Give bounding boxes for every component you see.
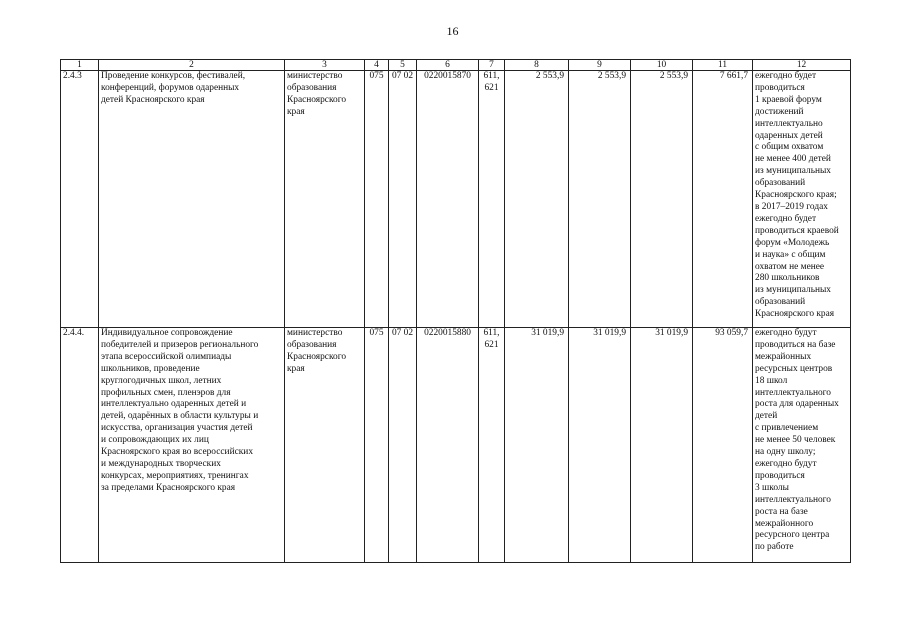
table-row bbox=[61, 71, 851, 328]
text-line: и международных творческих bbox=[101, 458, 221, 469]
text-line: за пределами Красноярского края bbox=[101, 482, 236, 493]
text-line: роста для одаренных bbox=[755, 399, 839, 410]
year2-amount: 31 019,9 bbox=[569, 328, 631, 563]
text-line: ресурсных центров bbox=[755, 363, 833, 374]
header-cell-6: 6 bbox=[417, 60, 479, 71]
year1-amount: 31 019,9 bbox=[505, 328, 569, 563]
header-cell-2: 2 bbox=[99, 60, 285, 71]
text-line: 1 краевой форум bbox=[755, 94, 822, 105]
section-code: 07 02 bbox=[389, 328, 417, 563]
text-line: искусства, организация участия детей bbox=[101, 423, 253, 434]
text-line: межрайонного bbox=[755, 518, 814, 529]
program-table bbox=[60, 59, 851, 563]
text-line: этапа всероссийской олимпиады bbox=[101, 351, 232, 362]
text-line: по работе bbox=[755, 542, 794, 553]
text-line: форум «Молодежь bbox=[755, 237, 830, 248]
text-line: Красноярского края bbox=[755, 309, 835, 320]
text-line: на одну школу; bbox=[755, 447, 816, 458]
text-line: образования bbox=[287, 339, 337, 350]
text-line: 621 bbox=[484, 339, 499, 350]
grbs-code: 075 bbox=[365, 71, 389, 328]
text-line: ежегодно будет bbox=[755, 71, 817, 81]
text-line: и сопровождающих их лиц bbox=[101, 435, 209, 446]
text-line: в 2017–2019 годах bbox=[755, 201, 828, 212]
text-line: и наука» с общим bbox=[755, 249, 826, 260]
text-line: 611, bbox=[483, 328, 500, 338]
header-cell-12: 12 bbox=[753, 60, 851, 71]
text-line: Красноярского bbox=[287, 351, 347, 362]
expected-result bbox=[753, 71, 851, 328]
text-line: интеллектуально bbox=[755, 118, 823, 129]
text-line: детей, одарённых в области культуры и bbox=[101, 411, 259, 422]
expected-result bbox=[753, 328, 851, 563]
text-line: министерство bbox=[287, 71, 343, 81]
text-line: из муниципальных bbox=[755, 285, 831, 296]
section-code: 07 02 bbox=[389, 71, 417, 328]
text-line: образования bbox=[287, 82, 337, 93]
text-line: ежегодно будут bbox=[755, 458, 817, 469]
item-number: 2.4.3 bbox=[61, 71, 99, 328]
text-line: 3 школы bbox=[755, 482, 789, 493]
text-line: интеллектуально одаренных детей и bbox=[101, 399, 247, 410]
text-line: 611, bbox=[483, 71, 500, 81]
year2-amount: 2 553,9 bbox=[569, 71, 631, 328]
activity-name bbox=[99, 328, 285, 563]
header-row bbox=[61, 60, 851, 71]
text-line: не менее 50 человек bbox=[755, 435, 836, 446]
text-line: школьников, проведение bbox=[101, 363, 200, 374]
text-line: межрайонных bbox=[755, 351, 812, 362]
header-cell-9: 9 bbox=[569, 60, 631, 71]
text-line: интеллектуального bbox=[755, 494, 831, 505]
text-line: не менее 400 детей bbox=[755, 154, 831, 165]
header-cell-7: 7 bbox=[479, 60, 505, 71]
text-line: проводиться на базе bbox=[755, 339, 836, 350]
text-line: проводиться краевой bbox=[755, 225, 839, 236]
header-cell-10: 10 bbox=[631, 60, 693, 71]
page-number: 16 bbox=[446, 24, 459, 38]
text-line: Красноярского края; bbox=[755, 190, 837, 201]
responsible-ministry bbox=[285, 328, 365, 563]
expense-type-code bbox=[479, 328, 505, 563]
text-line: конференций, форумов одаренных bbox=[101, 82, 240, 93]
text-line: одаренных детей bbox=[755, 130, 823, 141]
text-line: края bbox=[287, 363, 305, 374]
text-line: ресурсного центра bbox=[755, 530, 830, 541]
year3-amount: 2 553,9 bbox=[631, 71, 693, 328]
total-amount: 7 661,7 bbox=[693, 71, 753, 328]
text-line: детей Красноярского края bbox=[101, 94, 205, 105]
text-line: 621 bbox=[484, 82, 499, 93]
expense-type-code bbox=[479, 71, 505, 328]
year1-amount: 2 553,9 bbox=[505, 71, 569, 328]
total-amount: 93 059,7 bbox=[693, 328, 753, 563]
text-line: роста на базе bbox=[755, 506, 808, 517]
target-article-code: 0220015870 bbox=[417, 71, 479, 328]
text-line: круглогодичных школ, летних bbox=[101, 375, 222, 386]
text-line: Красноярского края во всероссийских bbox=[101, 447, 254, 458]
header-cell-8: 8 bbox=[505, 60, 569, 71]
table-row bbox=[61, 328, 851, 563]
header-cell-5: 5 bbox=[389, 60, 417, 71]
responsible-ministry bbox=[285, 71, 365, 328]
text-line: достижений bbox=[755, 106, 804, 117]
grbs-code: 075 bbox=[365, 328, 389, 563]
header-cell-4: 4 bbox=[365, 60, 389, 71]
text-line: проводиться bbox=[755, 470, 805, 481]
text-line: министерство bbox=[287, 328, 343, 338]
text-line: образований bbox=[755, 178, 806, 189]
text-line: 280 школьников bbox=[755, 273, 820, 284]
text-line: края bbox=[287, 106, 305, 117]
target-article-code: 0220015880 bbox=[417, 328, 479, 563]
text-line: интеллектуального bbox=[755, 387, 831, 398]
text-line: конкурсах, мероприятиях, тренингах bbox=[101, 470, 249, 481]
text-line: охватом не менее bbox=[755, 261, 825, 272]
text-line: проводиться bbox=[755, 82, 805, 93]
item-number: 2.4.4. bbox=[61, 328, 99, 563]
text-line: 18 школ bbox=[755, 375, 788, 386]
activity-name bbox=[99, 71, 285, 328]
text-line: ежегодно будут bbox=[755, 328, 817, 338]
text-line: Красноярского bbox=[287, 94, 347, 105]
text-line: профильных смен, пленэров для bbox=[101, 387, 231, 398]
text-line: Проведение конкурсов, фестивалей, bbox=[101, 71, 246, 81]
text-line: с привлечением bbox=[755, 423, 819, 434]
year3-amount: 31 019,9 bbox=[631, 328, 693, 563]
text-line: ежегодно будет bbox=[755, 213, 817, 224]
text-line: Индивидуальное сопровождение bbox=[101, 328, 233, 338]
text-line: из муниципальных bbox=[755, 166, 831, 177]
header-cell-1: 1 bbox=[61, 60, 99, 71]
header-cell-11: 11 bbox=[693, 60, 753, 71]
text-line: победителей и призеров регионального bbox=[101, 339, 259, 350]
text-line: с общим охватом bbox=[755, 142, 824, 153]
header-cell-3: 3 bbox=[285, 60, 365, 71]
text-line: образований bbox=[755, 297, 806, 308]
text-line: детей bbox=[755, 411, 778, 422]
